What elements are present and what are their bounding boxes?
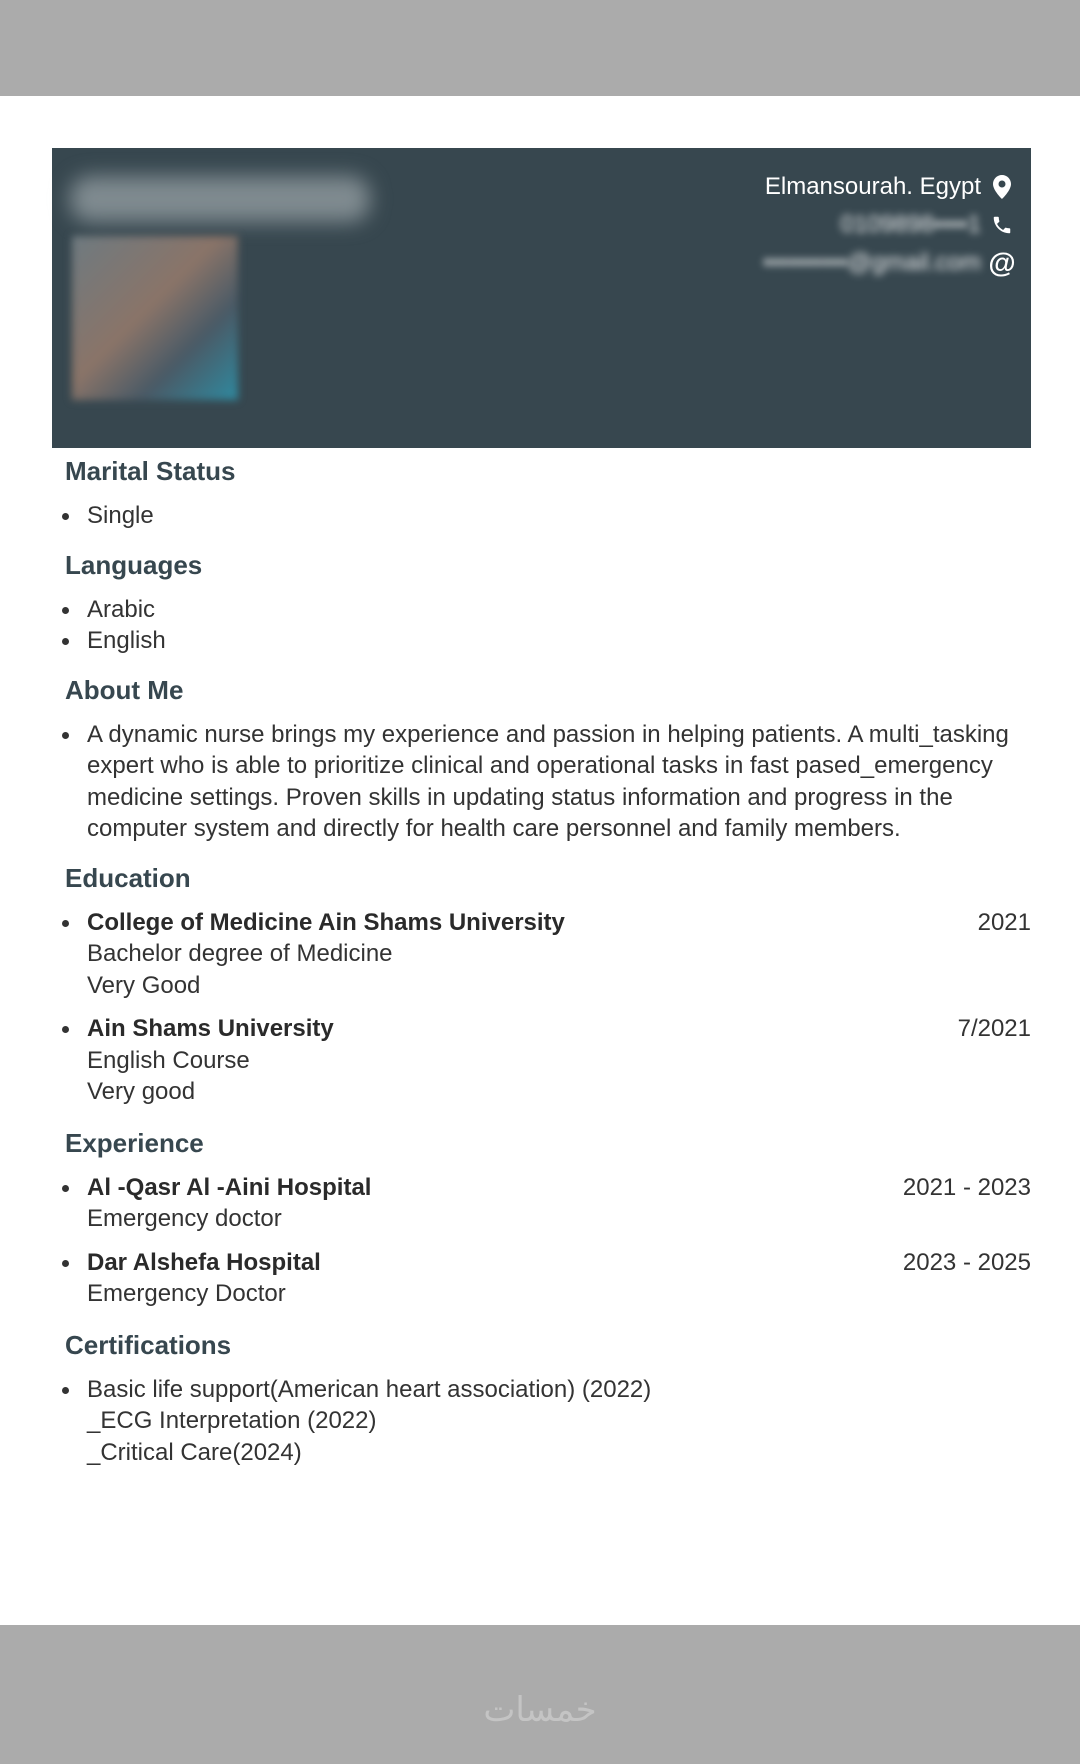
entry-detail: Emergency Doctor <box>87 1280 286 1307</box>
cv-content <box>52 448 1031 1478</box>
entry-date: 2021 <box>977 908 1031 936</box>
experience-list <box>52 1172 1031 1310</box>
entry-date: 7/2021 <box>957 1015 1031 1042</box>
education-list <box>52 907 1031 1108</box>
marital-status-heading: Marital Status <box>65 456 236 486</box>
entry-grade: Very Good <box>87 971 201 999</box>
contact-block <box>763 168 1016 282</box>
entry-title: Ain Shams University <box>87 1015 334 1042</box>
certification-line: Basic life support(American heart association) (2022) <box>87 1375 652 1403</box>
list-item: Arabic <box>52 594 1031 626</box>
blurred-name <box>70 176 370 222</box>
entry-title: Dar Alshefa Hospital <box>87 1248 321 1276</box>
list-item: English <box>52 625 1031 657</box>
marital-status-list <box>52 500 1031 532</box>
entry-title: Al -Qasr Al -Aini Hospital <box>87 1173 372 1201</box>
education-entry <box>52 1013 1031 1108</box>
list-item <box>52 1374 1031 1469</box>
at-icon: @ <box>988 247 1016 278</box>
languages-list <box>52 594 1031 657</box>
email-text: ••••••••••@gmail.com <box>763 249 981 276</box>
certification-line: _Critical Care(2024) <box>87 1438 302 1466</box>
experience-entry <box>52 1247 1031 1310</box>
entry-detail: Emergency doctor <box>87 1205 282 1232</box>
cv-header <box>52 148 1031 448</box>
entry-grade: Very good <box>87 1078 196 1105</box>
about-me-text: A dynamic nurse brings my experience and passion in helping patients. A multi_tasking expert who is able to prioritize clinical and operational tasks in fast pased_emergency medicine settings. Proven skills in updating status information and progress in the computer system and directly for health care personnel and family members. <box>52 719 1019 845</box>
entry-detail: Bachelor degree of Medicine <box>87 940 393 967</box>
certifications-list <box>52 1374 1031 1469</box>
about-me-heading: About Me <box>65 674 184 705</box>
education-entry <box>52 907 1031 1002</box>
location-text: Elmansourah. Egypt <box>764 173 981 200</box>
map-pin-icon <box>991 174 1013 200</box>
certifications-heading: Certifications <box>65 1329 232 1360</box>
location-row <box>763 168 1013 206</box>
education-heading: Education <box>65 862 191 893</box>
profile-photo <box>72 236 238 400</box>
experience-entry <box>52 1172 1031 1235</box>
email-row <box>763 244 1016 282</box>
entry-date: 2021 - 2023 <box>902 1173 1031 1201</box>
list-item: Single <box>52 500 1031 532</box>
phone-text: 0109898••••1 <box>840 211 981 238</box>
site-watermark: خمسات <box>483 1690 597 1730</box>
experience-heading: Experience <box>65 1127 204 1158</box>
top-gray-band <box>0 0 1080 96</box>
entry-date: 2023 - 2025 <box>902 1248 1031 1276</box>
certification-line: _ECG Interpretation (2022) <box>87 1407 377 1434</box>
phone-icon <box>991 212 1013 238</box>
entry-title: College of Medicine Ain Shams University <box>87 908 565 936</box>
languages-heading: Languages <box>65 549 203 580</box>
entry-detail: English Course <box>87 1046 250 1074</box>
about-me-list <box>52 719 1031 845</box>
phone-row <box>763 206 1013 244</box>
